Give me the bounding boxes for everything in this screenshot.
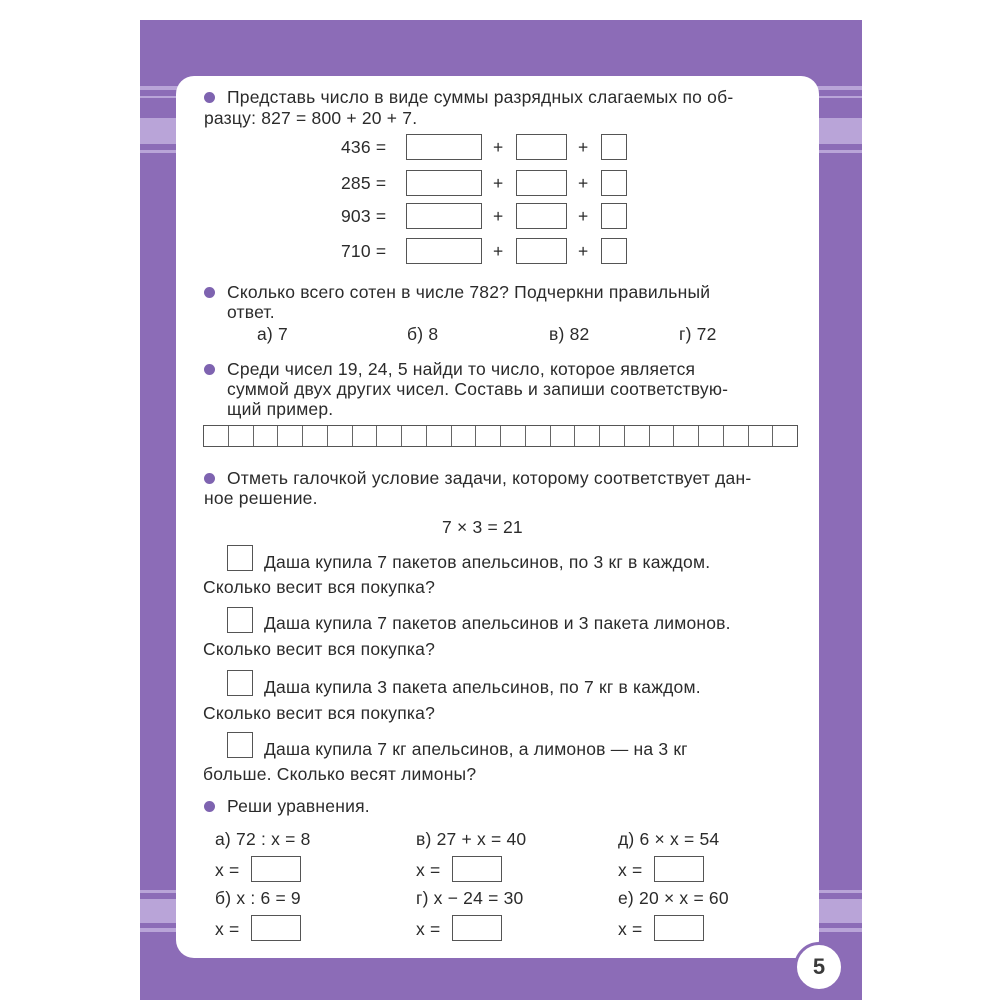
equation-answer-box[interactable] [251,856,301,882]
equation-answer-box[interactable] [452,915,502,941]
task3-text-line3: щий пример. [227,399,334,419]
task1-number: 285 = [341,173,387,193]
option-text: Даша купила 7 кг апельсинов, а лимонов — на 3 кг [264,739,688,759]
task-bullet [204,92,215,103]
task3-text-line2: суммой двух других чисел. Составь и запиши соответствую- [227,379,729,399]
answer-label: x = [416,860,441,880]
equation-answer-box[interactable] [654,915,704,941]
task1-text-line1: Представь число в виде суммы разрядных слагаемых по об- [227,87,734,107]
tens-answer-box[interactable] [516,203,567,229]
task-bullet [204,801,215,812]
task-bullet [204,364,215,375]
task5-title: Реши уравнения. [227,796,370,816]
task1-number: 710 = [341,241,387,261]
units-answer-box[interactable] [601,238,627,264]
answer-label: x = [416,919,441,939]
answer-label: x = [618,919,643,939]
task4-text-line1: Отметь галочкой условие задачи, которому соответствует дан- [227,468,752,488]
answer-option[interactable]: б) 8 [407,324,439,344]
tens-answer-box[interactable] [516,170,567,196]
tens-answer-box[interactable] [516,134,567,160]
option-checkbox[interactable] [227,545,253,571]
task2-text-line1: Сколько всего сотен в числе 782? Подчеркни правильный [227,282,711,302]
option-text: Даша купила 7 пакетов апельсинов и 3 пакета лимонов. [264,613,731,633]
answer-option[interactable]: а) 7 [257,324,288,344]
solution-expression: 7 × 3 = 21 [442,517,523,537]
page-number: 5 [794,942,844,992]
option-text: Сколько весит вся покупка? [203,577,436,597]
task2-text-line2: ответ. [227,302,275,322]
option-text: Сколько весит вся покупка? [203,703,436,723]
task1-number: 903 = [341,206,387,226]
equation: е) 20 × x = 60 [618,888,729,908]
answer-label: x = [618,860,643,880]
task-bullet [204,473,215,484]
hundreds-answer-box[interactable] [406,170,482,196]
task-bullet [204,287,215,298]
equation: а) 72 : x = 8 [215,829,311,849]
option-checkbox[interactable] [227,732,253,758]
equation: б) x : 6 = 9 [215,888,301,908]
units-answer-box[interactable] [601,203,627,229]
answer-option[interactable]: в) 82 [549,324,590,344]
plus-sign: + [493,206,504,226]
option-text: Сколько весит вся покупка? [203,639,436,659]
plus-sign: + [578,206,589,226]
equation-answer-box[interactable] [654,856,704,882]
plus-sign: + [578,137,589,157]
equation: в) 27 + x = 40 [416,829,527,849]
answer-label: x = [215,919,240,939]
option-text: Даша купила 3 пакета апельсинов, по 7 кг в каждом. [264,677,701,697]
answer-option[interactable]: г) 72 [679,324,717,344]
plus-sign: + [493,137,504,157]
task4-text-line2: ное решение. [204,488,318,508]
answer-cell-strip[interactable] [203,425,798,447]
plus-sign: + [493,173,504,193]
option-text: Даша купила 7 пакетов апельсинов, по 3 кг в каждом. [264,552,711,572]
task1-text-line2: разцу: 827 = 800 + 20 + 7. [204,108,418,128]
option-checkbox[interactable] [227,607,253,633]
tens-answer-box[interactable] [516,238,567,264]
units-answer-box[interactable] [601,170,627,196]
task1-number: 436 = [341,137,387,157]
plus-sign: + [578,173,589,193]
task3-text-line1: Среди чисел 19, 24, 5 найди то число, которое является [227,359,696,379]
units-answer-box[interactable] [601,134,627,160]
equation: д) 6 × x = 54 [618,829,720,849]
option-checkbox[interactable] [227,670,253,696]
answer-label: x = [215,860,240,880]
equation-answer-box[interactable] [452,856,502,882]
equation: г) x − 24 = 30 [416,888,524,908]
hundreds-answer-box[interactable] [406,203,482,229]
hundreds-answer-box[interactable] [406,134,482,160]
option-text: больше. Сколько весят лимоны? [203,764,477,784]
plus-sign: + [578,241,589,261]
equation-answer-box[interactable] [251,915,301,941]
plus-sign: + [493,241,504,261]
hundreds-answer-box[interactable] [406,238,482,264]
